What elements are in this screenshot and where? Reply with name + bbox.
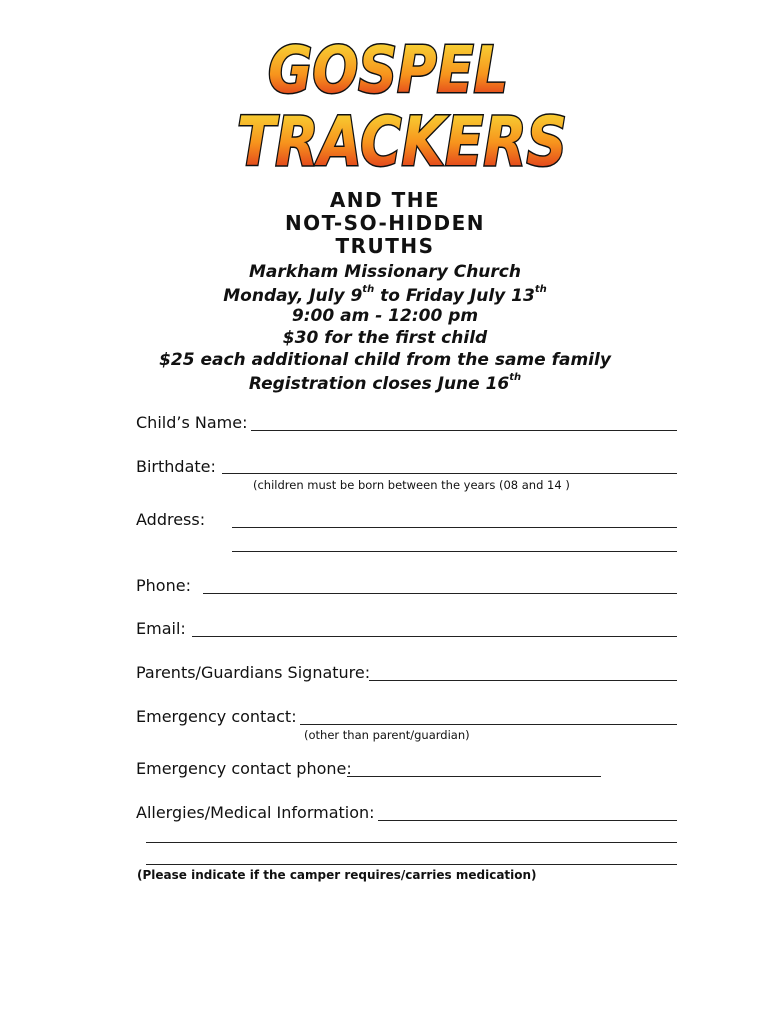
logo-word-trackers: TRACKERS (237, 103, 567, 180)
emergency-contact-note: (other than parent/guardian) (304, 728, 470, 742)
registration-suffix: th (509, 372, 522, 383)
dates-start: Monday, July 9 (223, 286, 363, 306)
gospel-trackers-logo (0, 0, 770, 180)
subtitle-line-3: TRUTHS (335, 234, 435, 258)
allergies-label: Allergies/Medical Information: (136, 803, 375, 822)
birthdate-field[interactable] (222, 473, 677, 474)
logo-word-gospel: GOSPEL (268, 34, 508, 108)
subtitle-line-1: AND THE (329, 188, 441, 212)
signature-label: Parents/Guardians Signature: (136, 663, 371, 682)
emergency-contact-label: Emergency contact: (136, 707, 297, 726)
registration-text: Registration closes June 16 (248, 374, 510, 394)
event-dates (0, 284, 770, 306)
email-label: Email: (136, 619, 186, 638)
birthdate-label: Birthdate: (136, 457, 216, 476)
fee-additional-child: $25 each additional child from the same family (159, 350, 611, 370)
church-name: Markham Missionary Church (249, 262, 521, 282)
dates-mid: to Friday July 13 (374, 286, 535, 306)
address-label: Address: (136, 510, 206, 529)
address-field-line-2[interactable] (232, 551, 677, 552)
allergies-field-line-3[interactable] (146, 864, 677, 865)
emergency-phone-label: Emergency contact phone: (136, 759, 352, 778)
birthdate-note: (children must be born between the years (08 and 14 ) (253, 478, 570, 492)
address-field-line-1[interactable] (232, 527, 677, 528)
emergency-phone-field[interactable] (347, 776, 601, 777)
signature-field[interactable] (369, 680, 677, 681)
emergency-contact-field[interactable] (300, 724, 677, 725)
allergies-field-line-1[interactable] (378, 820, 677, 821)
email-field[interactable] (192, 636, 677, 637)
fee-first-child: $30 for the first child (282, 328, 488, 348)
medication-note: (Please indicate if the camper requires/carries medication) (137, 868, 537, 882)
child-name-label: Child’s Name: (136, 413, 248, 432)
child-name-field[interactable] (251, 430, 677, 431)
dates-end-suffix: th (534, 284, 547, 295)
subtitle-line-2: NOT-SO-HIDDEN (284, 211, 486, 235)
event-time: 9:00 am - 12:00 pm (291, 306, 479, 326)
dates-start-suffix: th (362, 284, 375, 295)
phone-field[interactable] (203, 593, 677, 594)
allergies-field-line-2[interactable] (146, 842, 677, 843)
registration-deadline (0, 372, 770, 394)
phone-label: Phone: (136, 576, 191, 595)
